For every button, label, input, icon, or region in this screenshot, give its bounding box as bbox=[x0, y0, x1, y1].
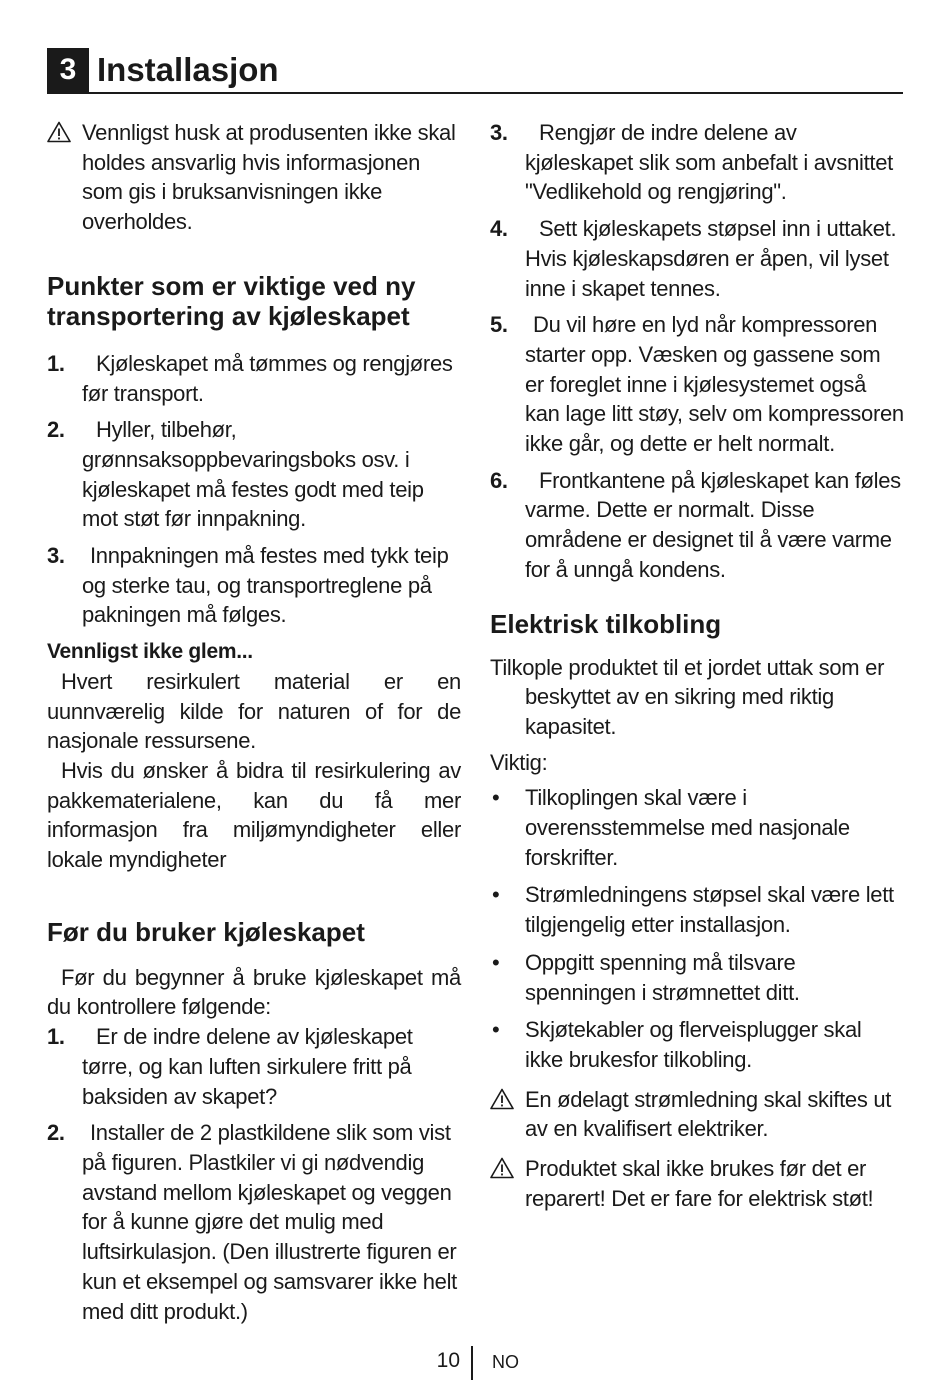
remember-paragraph: Hvert resirkulert material er en uunnværelig kilde for naturen of for de nasjonale ressursene. bbox=[47, 668, 461, 754]
warning-note bbox=[47, 118, 461, 237]
warning-text: En ødelagt strømledning skal skiftes ut av en kvalifisert elektriker. bbox=[525, 1086, 892, 1142]
bullet-icon: • bbox=[492, 1017, 500, 1043]
remember-heading: Vennligst ikke glem... bbox=[47, 640, 253, 664]
electric-intro: Tilkople produktet til et jordet uttak som er beskyttet av en sikring med riktig kapasitet. bbox=[490, 654, 885, 739]
bullet-text: Oppgitt spenning må tilsvare spenningen i strømnettet ditt. bbox=[525, 949, 800, 1005]
bullet-text: Tilkoplingen skal være i overensstemmelse med nasjonale forskrifter. bbox=[525, 785, 850, 870]
bullet-icon: • bbox=[492, 949, 500, 975]
page-number: 10 bbox=[436, 1349, 460, 1372]
list-item bbox=[47, 415, 461, 534]
item-number: 4. bbox=[490, 216, 508, 242]
list-item bbox=[47, 349, 461, 408]
remember-paragraph: Hvis du ønsker å bidra til resirkulering av pakkematerialene, kan du få mer informasjon fra miljømyndigheter eller lokale myndigheter bbox=[47, 757, 461, 873]
list-item bbox=[490, 466, 904, 585]
page-footer bbox=[0, 1346, 950, 1380]
item-text: Innpakningen må festes med tykk teip og sterke tau, og transportreglene på pakningen må følges. bbox=[82, 543, 449, 628]
left-column bbox=[47, 118, 461, 1333]
warning-icon bbox=[490, 1088, 514, 1110]
item-text: Du vil høre en lyd når kompressoren starter opp. Væsken og gassene som er foreglet inne i kjølesystemet også kan lage litt støy, selv om kompressoren ikke går, og dette er helt normalt. bbox=[525, 312, 904, 457]
transport-heading: Punkter som er viktige ved ny transportering av kjøleskapet bbox=[47, 270, 416, 331]
electric-heading: Elektrisk tilkobling bbox=[490, 608, 722, 639]
item-number: 5. bbox=[490, 312, 508, 338]
item-text: Hyller, tilbehør, grønnsaksoppbevaringsboks osv. i kjøleskapet må festes godt med teip mot støt før innpakning. bbox=[82, 417, 424, 532]
list-item bbox=[47, 1118, 461, 1326]
language-code: NO bbox=[492, 1352, 519, 1372]
bullet-icon: • bbox=[492, 882, 500, 908]
bullet-item bbox=[490, 880, 904, 939]
item-number: 6. bbox=[490, 467, 508, 493]
before-use-intro: Før du begynner å bruke kjøleskapet må du kontrollere følgende: bbox=[47, 964, 461, 1020]
warning-text: Produktet skal ikke brukes før det er reparert! Det er fare for elektrisk støt! bbox=[525, 1156, 874, 1211]
item-number: 2. bbox=[47, 417, 65, 443]
warning-note bbox=[490, 1154, 904, 1213]
item-text: Frontkantene på kjøleskapet kan føles varme. Dette er normalt. Disse områdene er designet til å være varme for å unngå kondens. bbox=[525, 467, 901, 582]
bullet-text: Skjøtekabler og flerveisplugger skal ikke brukesfor tilkobling. bbox=[525, 1017, 862, 1072]
important-label: Viktig: bbox=[490, 749, 548, 775]
item-text: Kjøleskapet må tømmes og rengjøres før transport. bbox=[82, 350, 453, 406]
list-item bbox=[490, 310, 904, 459]
item-number: 3. bbox=[47, 543, 65, 569]
chapter-title: Installasjon bbox=[97, 51, 279, 88]
right-column bbox=[490, 118, 904, 1214]
list-item bbox=[47, 541, 461, 630]
chapter-header bbox=[47, 48, 903, 94]
item-text: Installer de 2 plastkildene slik som vist på figuren. Plastkiler vi gi nødvendig avstand mellom kjøleskapet og veggen for å kunne gjøre det mulig med luftsirkulasjon. (Den illustrerte figuren er kun et eksempel og samsvarer ikke helt med ditt produkt.) bbox=[82, 1120, 457, 1324]
item-text: Rengjør de indre delene av kjøleskapet slik som anbefalt i avsnittet "Vedlikehold og rengjøring". bbox=[525, 120, 893, 205]
bullet-item bbox=[490, 948, 904, 1007]
bullet-icon: • bbox=[492, 785, 500, 811]
warning-text: Vennligst husk at produsenten ikke skal holdes ansvarlig hvis informasjonen som gis i bruksanvisningen ikke overholdes. bbox=[82, 120, 456, 235]
warning-icon bbox=[47, 121, 71, 143]
item-text: Sett kjøleskapets støpsel inn i uttaket. Hvis kjøleskapsdøren er åpen, vil lyset inne i skapet tennes. bbox=[525, 216, 897, 301]
item-number: 1. bbox=[47, 1024, 65, 1050]
bullet-item bbox=[490, 783, 904, 872]
warning-note bbox=[490, 1085, 904, 1144]
item-text: Er de indre delene av kjøleskapet tørre, og kan luften sirkulere fritt på baksiden av skapet? bbox=[82, 1024, 413, 1109]
list-item bbox=[490, 118, 904, 207]
warning-icon bbox=[490, 1157, 514, 1179]
item-number: 2. bbox=[47, 1120, 65, 1146]
before-use-heading: Før du bruker kjøleskapet bbox=[47, 916, 365, 947]
bullet-item bbox=[490, 1015, 904, 1074]
item-number: 1. bbox=[47, 350, 65, 376]
bullet-text: Strømledningens støpsel skal være lett tilgjengelig etter installasjon. bbox=[525, 882, 894, 938]
list-item bbox=[490, 214, 904, 303]
footer-divider bbox=[471, 1346, 473, 1380]
chapter-number: 3 bbox=[47, 48, 89, 92]
list-item bbox=[47, 1022, 461, 1111]
item-number: 3. bbox=[490, 120, 508, 145]
